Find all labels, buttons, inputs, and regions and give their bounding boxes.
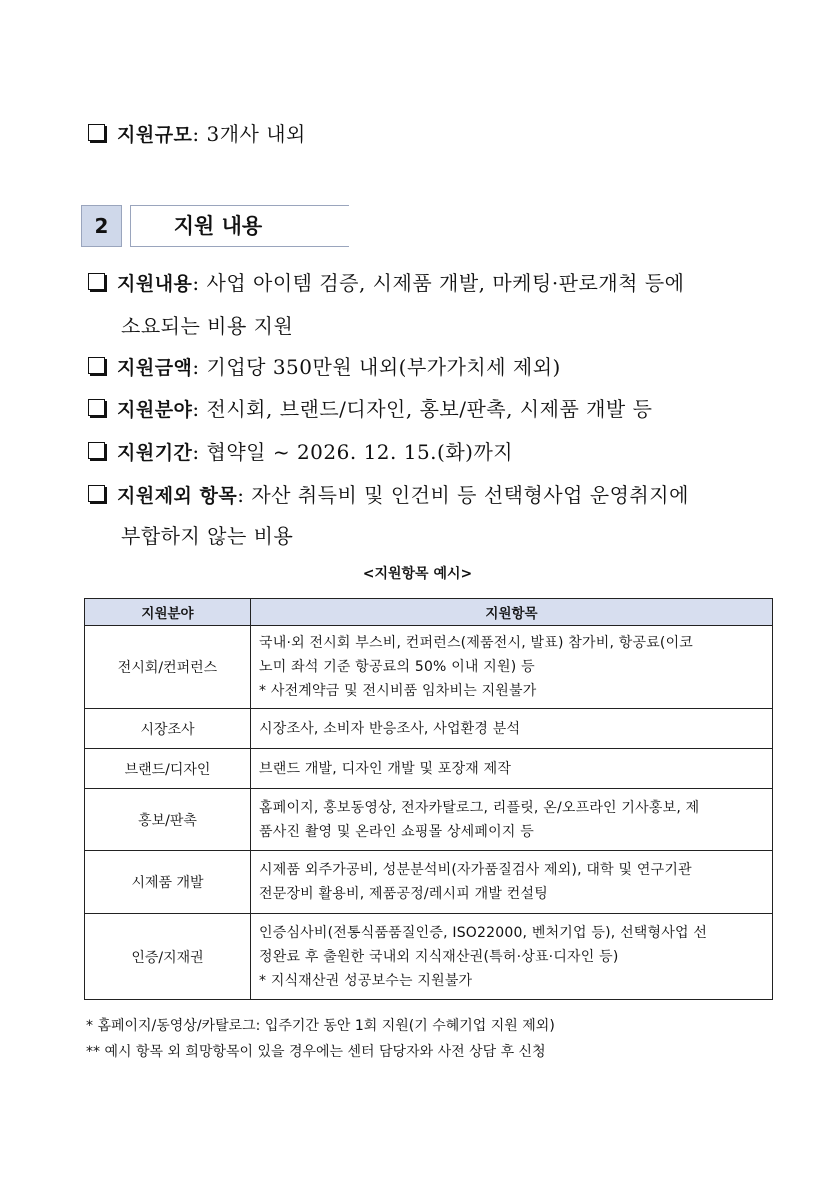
table-row [85, 749, 773, 789]
item-label: 지원금액 [117, 357, 193, 379]
row-item-line: * 지식재산권 성공보수는 지원불가 [259, 972, 473, 989]
table-row [85, 789, 773, 851]
row-items [251, 914, 773, 1000]
table-row [85, 851, 773, 914]
header-category: 지원분야 [85, 599, 251, 626]
item-value: : 사업 아이템 검증, 시제품 개발, 마케팅·판로개척 등에 [192, 271, 685, 295]
row-item-line: 정완료 후 출원한 국내외 지식재산권(특허·상표·디자인 등) [259, 948, 619, 965]
item-value: : 기업당 350만원 내외(부가가치세 제외) [192, 355, 561, 379]
row-item-line: 홈페이지, 홍보동영상, 전자카탈로그, 리플릿, 온/오프라인 기사홍보, 제 [259, 799, 700, 816]
support-scale-value: : 3개사 내외 [192, 122, 306, 146]
header-items: 지원항목 [251, 599, 773, 626]
row-items [251, 709, 773, 749]
item-value: : 전시회, 브랜드/디자인, 홍보/판촉, 시제품 개발 등 [192, 397, 653, 421]
table-row [85, 709, 773, 749]
support-amount-line [88, 351, 561, 380]
row-category: 전시회/컨퍼런스 [85, 626, 251, 709]
footnote: ** 예시 항목 외 희망항목이 있을 경우에는 센터 담당자와 사전 상담 후 신청 [86, 1044, 546, 1060]
support-content-line [88, 267, 684, 296]
table-caption: <지원항목 예시> [362, 566, 473, 582]
section-title-box [130, 205, 349, 247]
row-item-line: 품사진 촬영 및 온라인 쇼핑몰 상세페이지 등 [259, 823, 534, 840]
row-items [251, 626, 773, 709]
checkbox-icon [88, 485, 105, 502]
support-scale-label: 지원규모 [117, 124, 193, 146]
checkbox-icon [88, 399, 105, 416]
checkbox-icon [88, 357, 105, 374]
row-category: 시장조사 [85, 709, 251, 749]
row-items [251, 749, 773, 789]
section-title: 지원 내용 [173, 214, 263, 238]
item-label: 지원제외 항목 [117, 485, 238, 507]
row-item-line: 국내·외 전시회 부스비, 컨퍼런스(제품전시, 발표) 참가비, 항공료(이코 [259, 635, 694, 651]
support-items-table [84, 598, 773, 1000]
excluded-items-line [88, 479, 689, 508]
item-label: 지원분야 [117, 399, 193, 421]
support-field-line [88, 393, 652, 422]
row-item-line: 인증심사비(전통식품품질인증, ISO22000, 벤처기업 등), 선택형사업 선 [259, 924, 708, 941]
item-value: : 협약일 ~ 2026. 12. 15.(화)까지 [192, 440, 514, 464]
row-category: 홍보/판촉 [85, 789, 251, 851]
item-label: 지원기간 [117, 442, 193, 464]
row-item-line: 전문장비 활용비, 제품공정/레시피 개발 컨설팅 [259, 886, 548, 902]
item-label: 지원내용 [117, 273, 193, 295]
row-item-line: 브랜드 개발, 디자인 개발 및 포장재 제작 [259, 760, 512, 777]
row-item-line: 시장조사, 소비자 반응조사, 사업환경 분석 [259, 720, 521, 737]
row-item-line: 노미 좌석 기준 항공료의 50% 이내 지원) 등 [259, 659, 535, 675]
support-period-line [88, 436, 513, 465]
row-item-line: 시제품 외주가공비, 성분분석비(자가품질검사 제외), 대학 및 연구기관 [259, 862, 692, 878]
row-category: 인증/지재권 [85, 914, 251, 1000]
item-continuation: 소요되는 비용 지원 [121, 314, 294, 338]
row-category: 시제품 개발 [85, 851, 251, 914]
section-number: 2 [81, 205, 122, 247]
section-header [81, 205, 349, 247]
row-items [251, 789, 773, 851]
row-item-line: * 사전계약금 및 전시비품 임차비는 지원불가 [259, 683, 537, 699]
checkbox-icon [88, 273, 105, 290]
footnote: * 홈페이지/동영상/카탈로그: 입주기간 동안 1회 지원(기 수혜기업 지원 제외) [86, 1018, 555, 1034]
checkbox-icon [88, 442, 105, 459]
item-value: : 자산 취득비 및 인건비 등 선택형사업 운영취지에 [237, 483, 689, 507]
item-continuation: 부합하지 않는 비용 [121, 524, 294, 548]
checkbox-icon [88, 124, 105, 141]
table-row [85, 626, 773, 709]
row-items [251, 851, 773, 914]
table-row [85, 914, 773, 1000]
row-category: 브랜드/디자인 [85, 749, 251, 789]
table-header-row [85, 599, 773, 626]
support-scale-line [88, 118, 306, 147]
